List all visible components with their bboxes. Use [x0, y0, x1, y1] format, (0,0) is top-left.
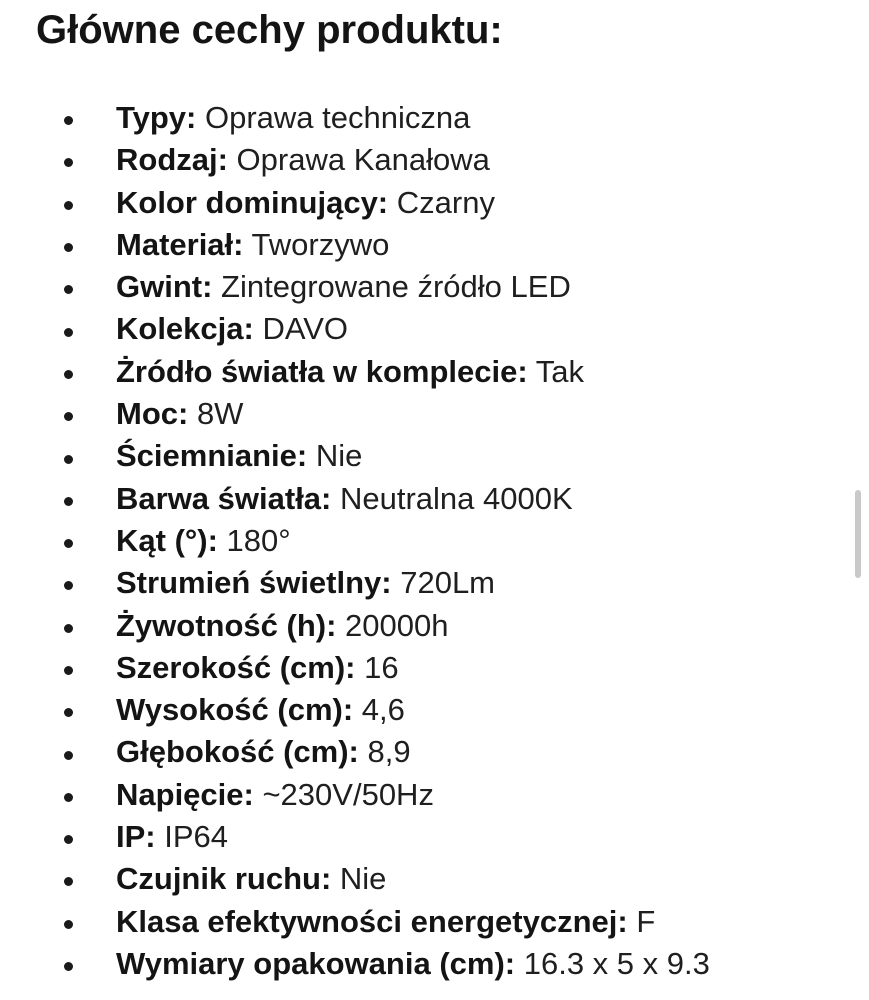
spec-value: Nie [331, 861, 387, 897]
spec-label: Rodzaj: [116, 142, 228, 178]
bullet-icon [64, 708, 73, 717]
spec-label: Strumień świetlny: [116, 565, 392, 601]
spec-list [0, 97, 869, 985]
spec-item-kind [0, 139, 869, 181]
spec-label: Klasa efektywności energetycznej: [116, 903, 628, 939]
bullet-icon [64, 370, 73, 379]
spec-item-voltage [0, 774, 869, 816]
spec-item-height [0, 689, 869, 731]
bullet-icon [64, 835, 73, 844]
spec-value: ~230V/50Hz [253, 776, 434, 812]
spec-label: Czujnik ruchu: [116, 861, 332, 897]
bullet-icon [64, 243, 73, 252]
spec-value: Neutralna 4000K [331, 480, 573, 516]
bullet-icon [64, 962, 73, 971]
spec-label: Żywotność (h): [116, 607, 337, 643]
spec-label: Wymiary opakowania (cm): [116, 945, 516, 981]
spec-label: IP: [116, 819, 156, 855]
spec-value: Zintegrowane źródło LED [212, 269, 571, 305]
spec-value: 8,9 [358, 734, 411, 770]
spec-item-motion-sensor [0, 858, 869, 900]
spec-label: Kolekcja: [116, 311, 254, 347]
spec-item-width [0, 647, 869, 689]
spec-label: Szerokość (cm): [116, 649, 356, 685]
spec-value: Czarny [388, 184, 495, 220]
bullet-icon [64, 328, 73, 337]
spec-item-package-dimensions [0, 943, 869, 985]
bullet-icon [64, 539, 73, 548]
spec-item-lifetime [0, 605, 869, 647]
spec-value: 4,6 [353, 692, 405, 728]
spec-label: Kąt (°): [116, 522, 218, 558]
spec-label: Ściemnianie: [116, 438, 308, 474]
spec-value: 20000h [336, 607, 449, 643]
spec-label: Wysokość (cm): [116, 692, 354, 728]
spec-value: 720Lm [391, 565, 496, 601]
spec-value: 180° [217, 522, 291, 558]
spec-label: Materiał: [116, 226, 244, 262]
bullet-icon [64, 793, 73, 802]
spec-value: 16.3 x 5 x 9.3 [515, 945, 710, 981]
spec-value: DAVO [253, 311, 349, 347]
bullet-icon [64, 581, 73, 590]
spec-item-light-color [0, 478, 869, 520]
spec-value: 16 [355, 649, 399, 685]
spec-value: 8W [188, 396, 244, 432]
spec-value: IP64 [155, 819, 229, 855]
spec-label: Typy: [116, 100, 197, 135]
spec-item-color [0, 182, 869, 224]
spec-item-type [0, 97, 869, 139]
bullet-icon [64, 624, 73, 633]
bullet-icon [64, 455, 73, 464]
spec-item-power [0, 393, 869, 435]
bullet-icon [64, 158, 73, 167]
bullet-icon [64, 751, 73, 760]
spec-item-material [0, 224, 869, 266]
bullet-icon [64, 497, 73, 506]
spec-label: Głębokość (cm): [116, 734, 359, 770]
spec-item-energy-class [0, 901, 869, 943]
page-title: Główne cechy produktu: [36, 8, 503, 52]
bullet-icon [64, 116, 73, 125]
bullet-icon [64, 666, 73, 675]
spec-item-light-source [0, 351, 869, 393]
spec-label: Barwa światła: [116, 480, 332, 516]
bullet-icon [64, 877, 73, 886]
spec-value: F [627, 903, 656, 939]
spec-label: Żródło światła w komplecie: [116, 353, 528, 389]
spec-value: Tworzywo [243, 226, 390, 262]
spec-value: Oprawa Kanałowa [227, 142, 490, 178]
bullet-icon [64, 412, 73, 421]
bullet-icon [64, 201, 73, 210]
spec-item-depth [0, 731, 869, 773]
spec-label: Napięcie: [116, 776, 254, 812]
scrollbar-thumb[interactable] [855, 490, 861, 578]
bullet-icon [64, 285, 73, 294]
spec-label: Moc: [116, 396, 189, 432]
spec-value: Tak [527, 353, 585, 389]
spec-value: Nie [307, 438, 363, 474]
spec-item-collection [0, 308, 869, 350]
spec-item-angle [0, 520, 869, 562]
spec-item-luminous-flux [0, 562, 869, 604]
spec-item-ip [0, 816, 869, 858]
spec-value: Oprawa techniczna [196, 100, 471, 135]
spec-label: Kolor dominujący: [116, 184, 389, 220]
bullet-icon [64, 920, 73, 929]
spec-item-thread [0, 266, 869, 308]
spec-item-dimming [0, 435, 869, 477]
spec-label: Gwint: [116, 269, 213, 305]
